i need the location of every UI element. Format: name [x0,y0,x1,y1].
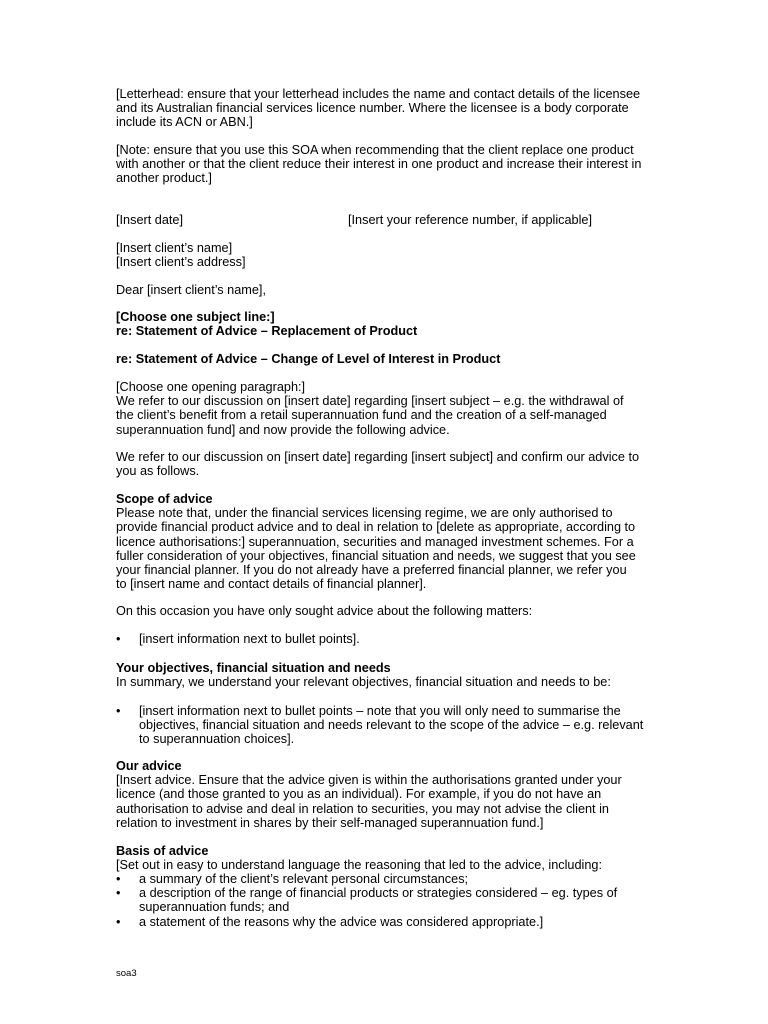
bullet-icon: • [116,915,121,929]
subject-instruction: [Choose one subject line:] [116,310,275,324]
opening-option-1: [Choose one opening paragraph:] We refer to our discussion on [insert date] regarding [insert subject – e.g. the withdrawal of the client’s benefit from a retail superannuation fund and the creation of a self-managed superannuation fund] and now provide the following advice. [116,380,676,437]
document-page: [Letterhead: ensure that your letterhead includes the name and contact details of the licensee and its Australian financial services licence number. Where the licensee is a body corporate include its ACN or ABN.] [Note: ensure that you use this SOA when recommending that the client replace one product with another or that the client reduce their interest in one product and increase their interest in another product.] [Insert date] [Insert your reference number, if applicable] [Insert client’s name] [Insert client’s address] Dear [insert client’s name], [Choose one subject line:] re: Statement of Advice – Replacement of Product re: Statement of Advice – Change of Level of Interest in Product [Choose one opening paragraph:] We refer to our discussion on [insert date] regarding [insert subject – e.g. the withdrawal of the client’s benefit from a retail superannuation fund and the creation of a self-managed superannuation fund] and now provide the following advice. We refer to our discussion on [insert date] regarding [insert subject] and confirm our advice to you as follows. Scope of advice Please note that, under the financial services licensing regime, we are only authorised to provide financial product advice and to deal in relation to [delete as appropriate, according to licence authorisations:] superannuation, securities and managed investment schemes. For a fuller consideration of your objectives, financial situation and needs, we suggest that you see your financial planner. If you do not already have a preferred financial planner, we refer you to [insert name and contact details of financial planner]. On this occasion you have only sought advice about the following matters: • [insert information next to bullet points]. Your objectives, financial situation and needs In summary, we understand your relevant objectives, financial situation and needs to be: • [insert information next to bullet points – note that you will only need to summarise the objectives, financial situation and needs relevant to the scope of the advice – e.g. relevant to superannuation choices]. Our advice [Insert advice. Ensure that the advice given is within the authorisations granted under your licence (and those granted to you as an individual). For example, if you do not have an authorisation to advise and deal in relation to securities, you may not advise the client in relation to investment in shares by their self-managed superannuation fund.] Basis of advice [Set out in easy to understand language the reasoning that led to the advice, including: • a summary of the client’s relevant personal circumstances; • a description of the range of financial products or strategies considered – eg. types of superannuation funds; and • a statement of the reasons why the advice was considered appropriate.] soa3 [0,0,768,1024]
basis-heading: Basis of advice [116,844,209,858]
reference-placeholder: [Insert your reference number, if applicable] [348,213,593,227]
client-name: [Insert client’s name] [116,241,233,255]
bullet-icon: • [116,872,121,886]
letterhead-note: [Letterhead: ensure that your letterhead includes the name and contact details of the licensee and its Australian financial services licence number. Where the licensee is a body corporate include its ACN or ABN.] [116,87,641,130]
salutation: Dear [insert client’s name], [116,283,266,297]
advice-section: Our advice [Insert advice. Ensure that the advice given is within the authorisations granted under your licence (and those granted to you as an individual). For example, if you do not have an authorisation to advise and deal in relation to securities, you may not advise the client in relation to investment in shares by their self-managed superannuation fund.] [116,759,676,830]
client-address: [Insert client’s address] [116,255,246,270]
subject-option-2: re: Statement of Advice – Change of Level of Interest in Product [116,352,501,366]
soa-note: [Note: ensure that you use this SOA when recommending that the client replace one product with another or that the client reduce their interest in one product and increase their interest in another product.] [116,143,642,186]
opening-instruction: [Choose one opening paragraph:] [116,380,306,394]
objectives-section: Your objectives, financial situation and needs In summary, we understand your relevant objectives, financial situation and needs to be: [116,661,676,689]
advice-heading: Our advice [116,759,182,773]
objectives-heading: Your objectives, financial situation and needs [116,661,391,675]
bullet-icon: • [116,632,121,646]
scope-occasion: On this occasion you have only sought advice about the following matters: [116,604,533,618]
opening-option-2: We refer to our discussion on [insert date] regarding [insert subject] and confirm our advice to you as follows. [116,450,640,479]
bullet-icon: • [116,886,121,900]
subject-option-1: re: Statement of Advice – Replacement of Product [116,324,418,339]
basis-section: Basis of advice [Set out in easy to understand language the reasoning that led to the advice, including: [116,844,676,872]
scope-section: Scope of advice Please note that, under the financial services licensing regime, we are only authorised to provide financial product advice and to deal in relation to [delete as appropriate, according to licence authorisations:] superannuation, securities and managed investment schemes. For a fuller consideration of your objectives, financial situation and needs, we suggest that you see your financial planner. If you do not already have a preferred financial planner, we refer you to [insert name and contact details of financial planner]. [116,492,676,591]
footer-label: soa3 [116,968,137,979]
scope-heading: Scope of advice [116,492,213,506]
bullet-icon: • [116,704,121,718]
subject-block [116,310,676,338]
date-placeholder: [Insert date] [116,213,183,227]
client-block [116,241,676,269]
